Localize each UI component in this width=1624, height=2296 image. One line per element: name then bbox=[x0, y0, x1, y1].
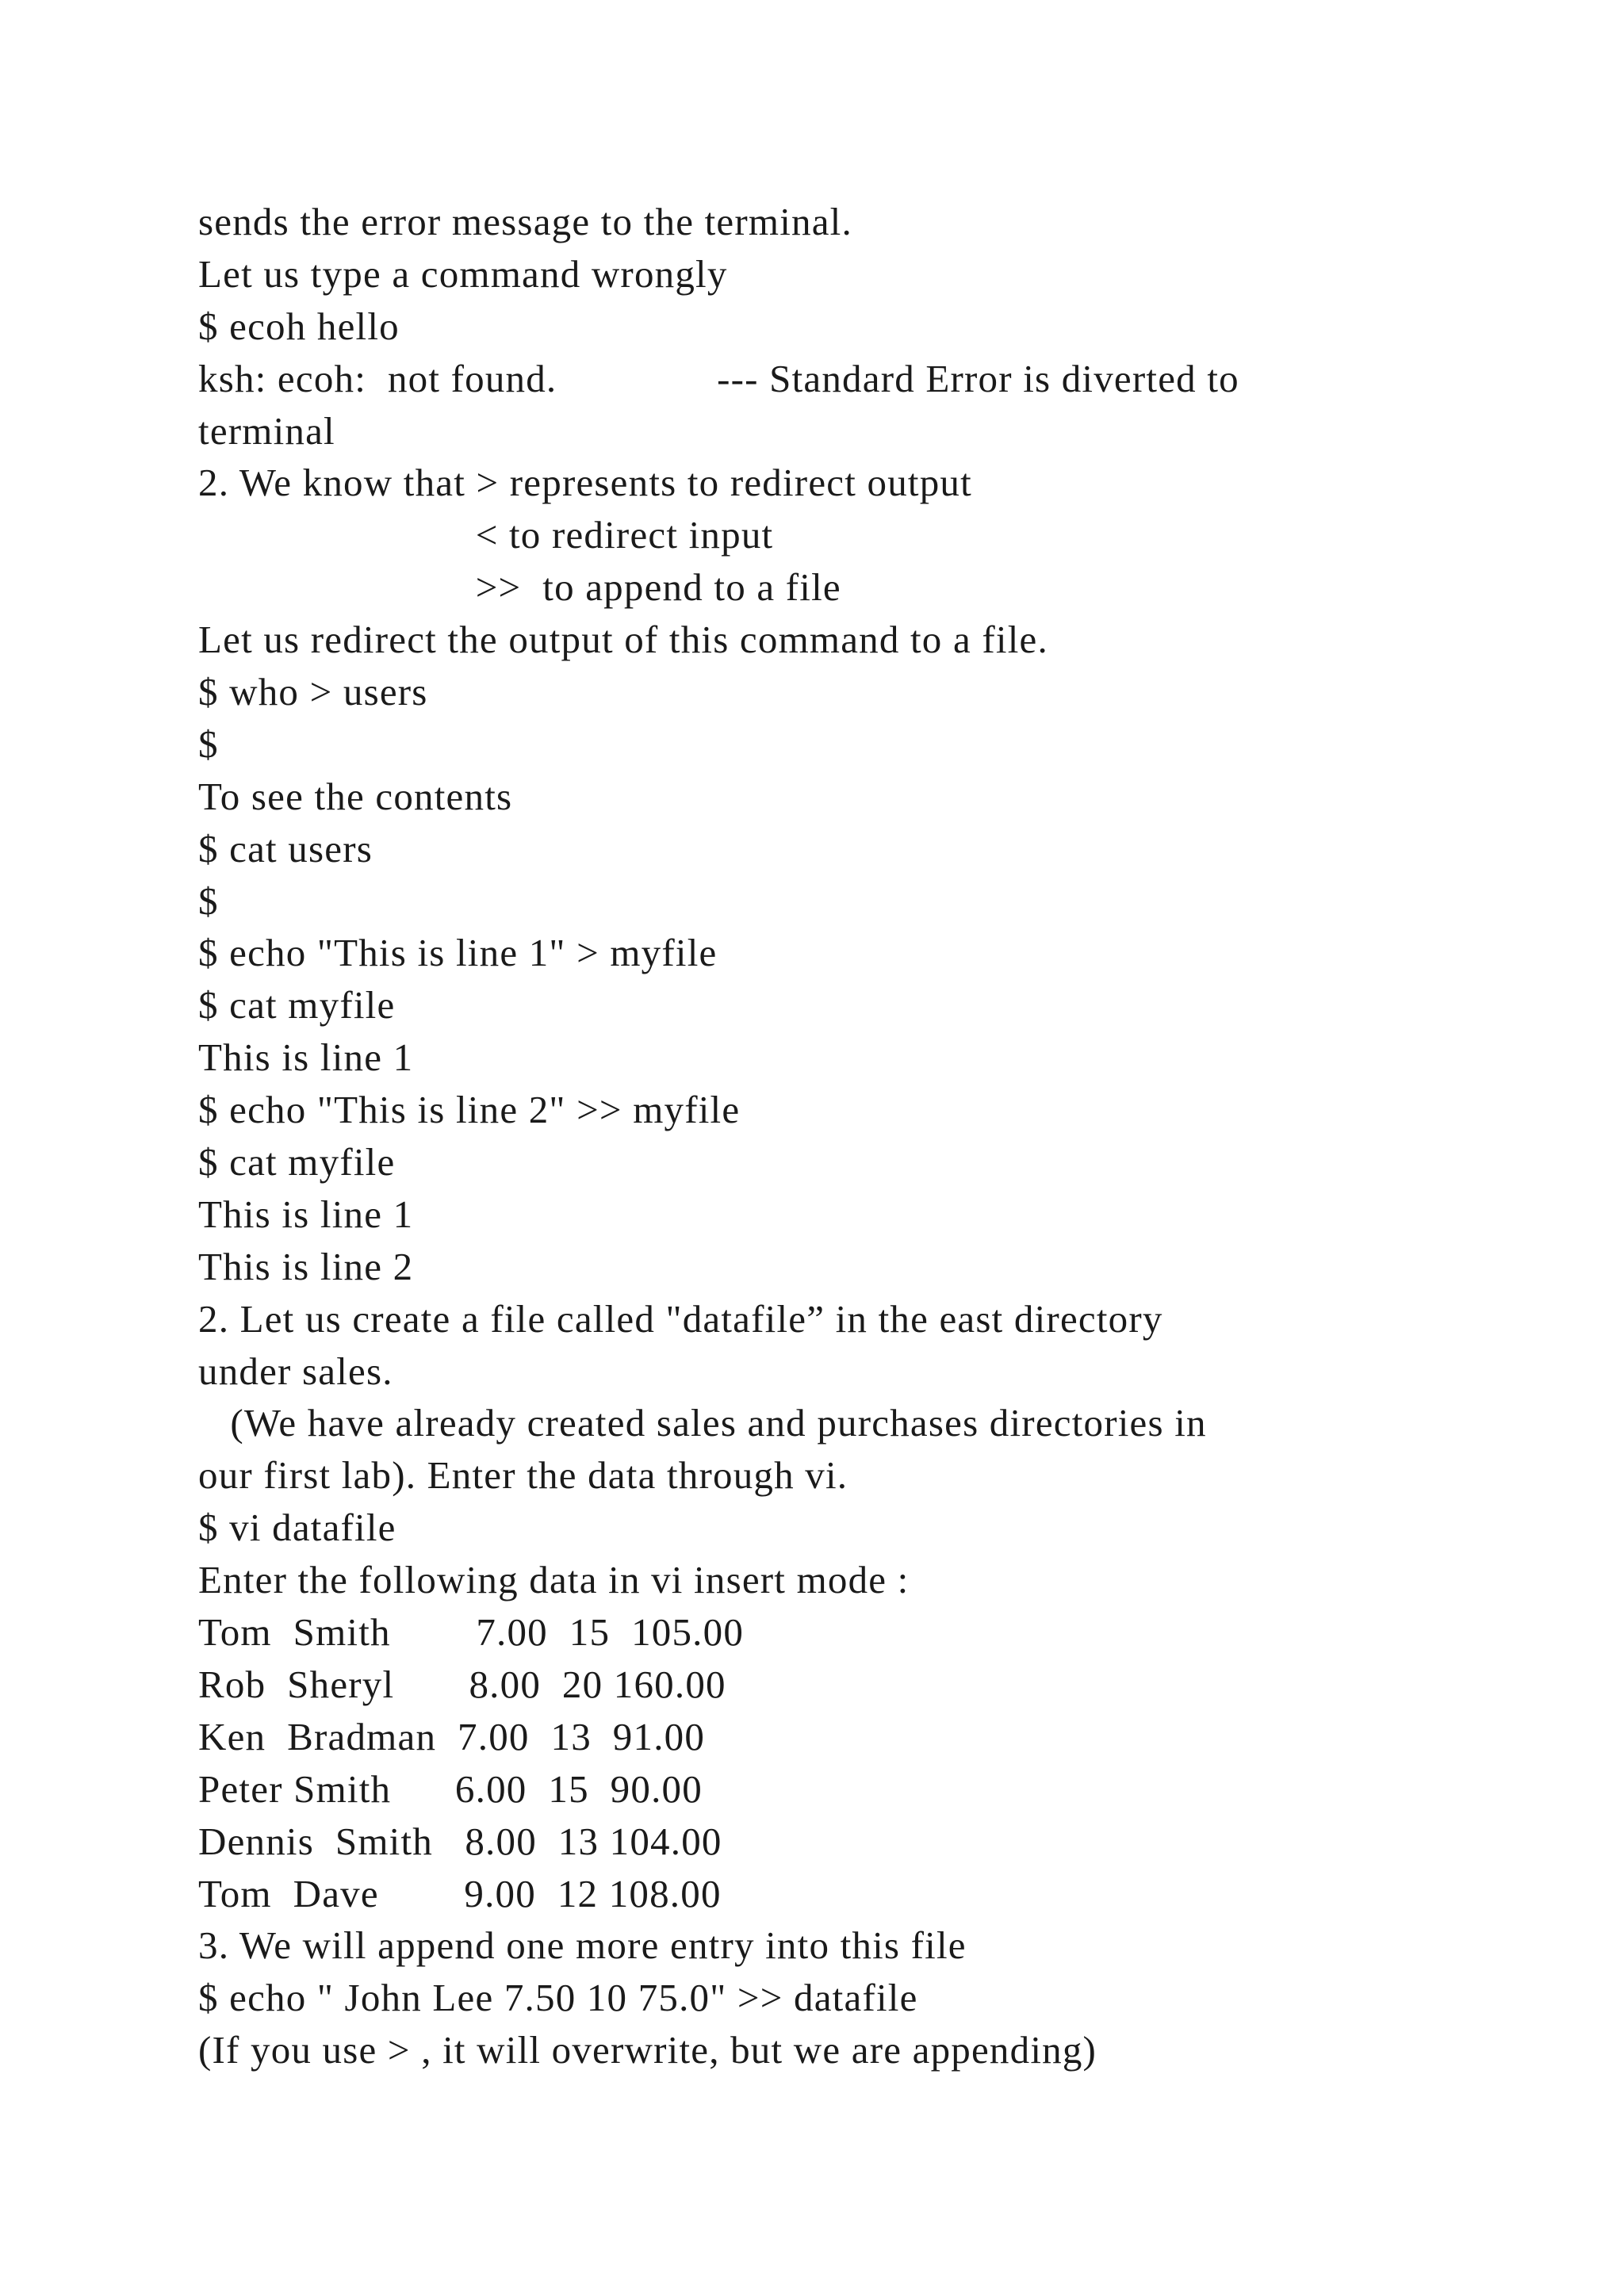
text-line: Let us redirect the output of this command to a file. bbox=[198, 618, 1048, 662]
text-line: sends the error message to the terminal. bbox=[198, 200, 852, 243]
text-line: under sales. bbox=[198, 1349, 393, 1393]
data-row: Peter Smith 6.00 15 90.00 bbox=[198, 1766, 703, 1811]
text-line: (We have already created sales and purchases directories in bbox=[198, 1401, 1207, 1445]
prompt-line: $ bbox=[198, 721, 219, 766]
prompt-line: $ bbox=[198, 878, 219, 923]
numbered-step: 2. We know that > represents to redirect output bbox=[198, 461, 972, 505]
command-line: $ cat myfile bbox=[198, 983, 396, 1027]
output-line: This is line 1 bbox=[198, 1035, 414, 1080]
command-line: $ cat users bbox=[198, 826, 373, 871]
text-line: >> to append to a file bbox=[198, 565, 841, 610]
document-body bbox=[198, 196, 1467, 2076]
text-line: Enter the following data in vi insert mode : bbox=[198, 1558, 910, 1602]
command-line: $ echo " John Lee 7.50 10 75.0" >> datafile bbox=[198, 1976, 918, 2020]
command-line: $ echo "This is line 1" > myfile bbox=[198, 931, 718, 975]
error-output-line: ksh: ecoh: not found. --- Standard Error is diverted to bbox=[198, 356, 1239, 400]
data-row: Dennis Smith 8.00 13 104.00 bbox=[198, 1819, 722, 1863]
text-line: our first lab). Enter the data through vi. bbox=[198, 1453, 848, 1498]
command-line: $ echo "This is line 2" >> myfile bbox=[198, 1088, 741, 1132]
text-line: terminal bbox=[198, 408, 335, 453]
data-row: Ken Bradman 7.00 13 91.00 bbox=[198, 1714, 706, 1758]
command-line: $ ecoh hello bbox=[198, 304, 400, 348]
text-line: To see the contents bbox=[198, 774, 513, 818]
output-line: This is line 1 bbox=[198, 1192, 414, 1236]
text-line: Let us type a command wrongly bbox=[198, 251, 728, 296]
data-row: Tom Smith 7.00 15 105.00 bbox=[198, 1610, 745, 1655]
command-line: $ who > users bbox=[198, 670, 428, 714]
output-line: This is line 2 bbox=[198, 1244, 414, 1288]
data-row: Rob Sheryl 8.00 20 160.00 bbox=[198, 1662, 726, 1706]
text-line: (If you use > , it will overwrite, but we are appending) bbox=[198, 2028, 1097, 2072]
numbered-step: 3. We will append one more entry into this file bbox=[198, 1923, 967, 1968]
numbered-step: 2. Let us create a file called "datafile” in the east directory bbox=[198, 1296, 1163, 1341]
command-line: $ vi datafile bbox=[198, 1506, 396, 1550]
data-row: Tom Dave 9.00 12 108.00 bbox=[198, 1871, 722, 1915]
command-line: $ cat myfile bbox=[198, 1140, 396, 1184]
text-line: < to redirect input bbox=[198, 513, 774, 557]
